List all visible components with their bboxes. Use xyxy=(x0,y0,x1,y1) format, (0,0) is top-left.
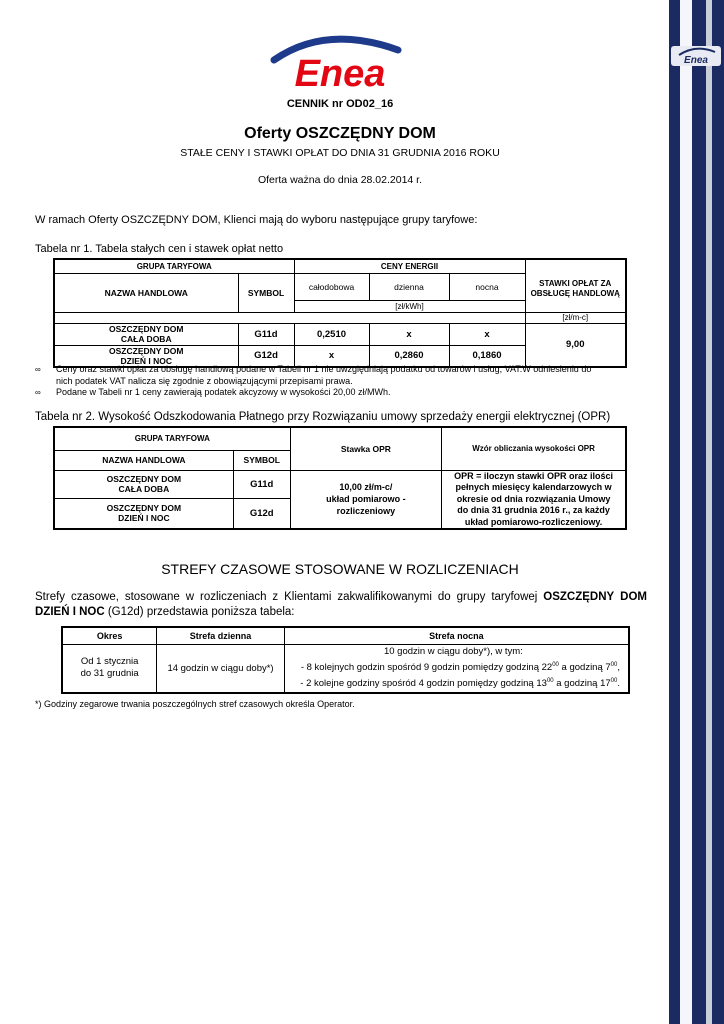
t2-stawka-header: Stawka OPR xyxy=(290,427,441,470)
offer-valid: Oferta ważna do dnia 28.02.2014 r. xyxy=(257,174,423,186)
t2-row1-symbol: G11d xyxy=(233,470,290,498)
bullet-icon: ∞ xyxy=(35,365,41,374)
page-subtitle: STAŁE CENY I STAWKI OPŁAT DO DNIA 31 GRUDNIA 2016 ROKU xyxy=(180,147,500,159)
section-bold1: OSZCZĘDNY xyxy=(543,591,615,603)
note2: Podane w Tabeli nr 1 ceny zawierają podatek akcyzowy w wysokości 20,00 zł/MWh. xyxy=(56,387,391,397)
intro-text: W ramach Oferty OSZCZĘDNY DOM, Klienci mają do wyboru następujące grupy taryfowe: xyxy=(35,214,478,226)
side-stripe-light xyxy=(680,0,692,1024)
table-row xyxy=(62,644,629,693)
t3-nocna-line1: 10 godzin w ciągu doby*), w tym: xyxy=(383,646,523,658)
t1-row1-nocna: x xyxy=(449,323,525,345)
t1-symbol-header: SYMBOL xyxy=(238,273,294,312)
t2-wzor-header: Wzór obliczania wysokości OPR xyxy=(442,427,626,470)
bullet-icon: ∞ xyxy=(35,388,41,397)
section-heading: STREFY CZASOWE STOSOWANE W ROZLICZENIACH xyxy=(161,561,519,577)
t2-row1-name1: OSZCZĘDNY DOM xyxy=(106,474,182,485)
t1-row2-symbol: G12d xyxy=(238,345,294,367)
t1-stawki-header: STAWKI OPŁAT ZA OBSŁUGĘ HANDLOWĄ xyxy=(525,259,626,312)
footnote: *) Godziny zegarowe trwania poszczególnych stref czasowych określa Operator. xyxy=(35,699,355,709)
note1-line2: nich podatek VAT nalicza się zgodnie z obowiązującymi przepisami prawa. xyxy=(56,375,353,386)
t1-nazwa-header: NAZWA HANDLOWA xyxy=(54,273,238,312)
table-row xyxy=(54,323,626,345)
table1-caption: Tabela nr 1. Tabela stałych cen i stawek opłat netto xyxy=(35,243,284,255)
enea-logo xyxy=(266,30,412,92)
section-paragraph xyxy=(35,590,647,620)
t3-nocna-header: Strefa nocna xyxy=(284,627,629,644)
t2-grupa-header: GRUPA TARYFOWA xyxy=(54,427,290,450)
t2-row2-name2: DZIEŃ I NOC xyxy=(118,513,170,524)
t2-row2-name1: OSZCZĘDNY DOM xyxy=(106,503,182,514)
notes xyxy=(35,364,655,399)
section-text-end: (G12d) przedstawia poniższa tabela: xyxy=(107,606,295,618)
t2-wzor-line3: okresie od dnia rozwiązania Umowy xyxy=(456,493,611,504)
t1-unit-energy: [zł/kWh] xyxy=(294,300,525,312)
side-logo-text: Enea xyxy=(684,55,708,66)
t1-grupa-header: GRUPA TARYFOWA xyxy=(54,259,294,273)
t1-ceny-header: CENY ENERGII xyxy=(294,259,525,273)
t2-wzor-line4: do dnia 31 grudnia 2016 r., za każdy xyxy=(457,505,610,515)
page-title: Oferty OSZCZĘDNY DOM xyxy=(244,125,436,142)
time-zones-table xyxy=(61,626,630,694)
t1-row1-name1: OSZCZĘDNY DOM xyxy=(109,324,184,334)
t3-okres-header: Okres xyxy=(62,627,157,644)
t2-stawka-line2: układ pomiarowo - xyxy=(326,494,406,505)
t3-okres-line1: Od 1 stycznia xyxy=(80,656,139,668)
t3-okres-line2: do 31 grudnia xyxy=(80,668,139,680)
t1-row2-name2: DZIEŃ I NOC xyxy=(120,355,172,366)
t1-row2-name1: OSZCZĘDNY DOM xyxy=(109,345,184,356)
t2-row1-name2: CAŁA DOBA xyxy=(118,484,170,495)
t2-wzor-line1: OPR = iloczyn stawki OPR oraz ilości xyxy=(454,470,613,481)
section-text-start: Strefy czasowe, stosowane w rozliczeniach z Klientami zakwalifikowanymi do grupy taryfowej xyxy=(35,591,538,603)
t2-symbol-header: SYMBOL xyxy=(233,450,290,470)
t2-row2-symbol: G12d xyxy=(233,498,290,529)
t2-stawka-line3: rozliczeniowy xyxy=(336,506,396,517)
t1-nocna-header: nocna xyxy=(449,273,525,300)
t1-stawka-value: 9,00 xyxy=(525,323,626,367)
t2-wzor-line5: układ pomiarowo-rozliczeniowy. xyxy=(464,516,603,527)
t1-row1-dzienna: x xyxy=(369,323,449,345)
side-logo-badge xyxy=(671,44,721,68)
t2-stawka-line1: 10,00 zł/m-c/ xyxy=(339,482,393,493)
t2-wzor-line2: pełnych miesięcy kalendarzowych w xyxy=(455,482,612,492)
opr-table xyxy=(53,426,627,530)
t1-row2-calodobowa: x xyxy=(294,345,369,367)
t1-calodobowa-header: całodobowa xyxy=(294,273,369,300)
t1-row2-nocna: 0,1860 xyxy=(449,345,525,367)
price-table xyxy=(53,258,627,368)
t2-nazwa-header: NAZWA HANDLOWA xyxy=(54,450,233,470)
t3-dzienna-value: 14 godzin w ciągu doby*) xyxy=(157,644,285,693)
t1-unit-stawki: [zł/m-c] xyxy=(525,312,626,323)
enea-logo-text: Enea xyxy=(294,53,386,92)
t1-row1-calodobowa: 0,2510 xyxy=(294,323,369,345)
cennik-number: CENNIK nr OD02_16 xyxy=(286,98,394,110)
table2-caption: Tabela nr 2. Wysokość Odszkodowania Płatnego przy Rozwiązaniu umowy sprzedaży energii elektrycznej (OPR) xyxy=(35,411,611,423)
note1-line1: Ceny oraz stawki opłat za obsługę handlową podane w Tabeli nr 1 nie uwzględniają podatku od towarów i usług, VAT.W odniesieniu do xyxy=(56,364,592,374)
t1-row1-name2: CAŁA DOBA xyxy=(120,334,172,344)
side-stripe-grey xyxy=(706,0,712,1024)
t3-nocna-line2: - 8 kolejnych godzin spośród 9 godzin pomiędzy godziną $22^{00}$ a godziną $7^{00}$, xyxy=(300,661,620,673)
t3-nocna-line3: - 2 kolejne godziny spośród 4 godzin pomiędzy godziną $13^{00}$ a godziną $17^{00}$. xyxy=(300,677,620,689)
section-bold2: DOM DZIEŃ I NOC xyxy=(35,591,648,618)
t1-row1-symbol: G11d xyxy=(238,323,294,345)
t1-dzienna-header: dzienna xyxy=(369,273,449,300)
t1-row2-dzienna: 0,2860 xyxy=(369,345,449,367)
table-row xyxy=(54,470,626,498)
t3-dzienna-header: Strefa dzienna xyxy=(157,627,285,644)
